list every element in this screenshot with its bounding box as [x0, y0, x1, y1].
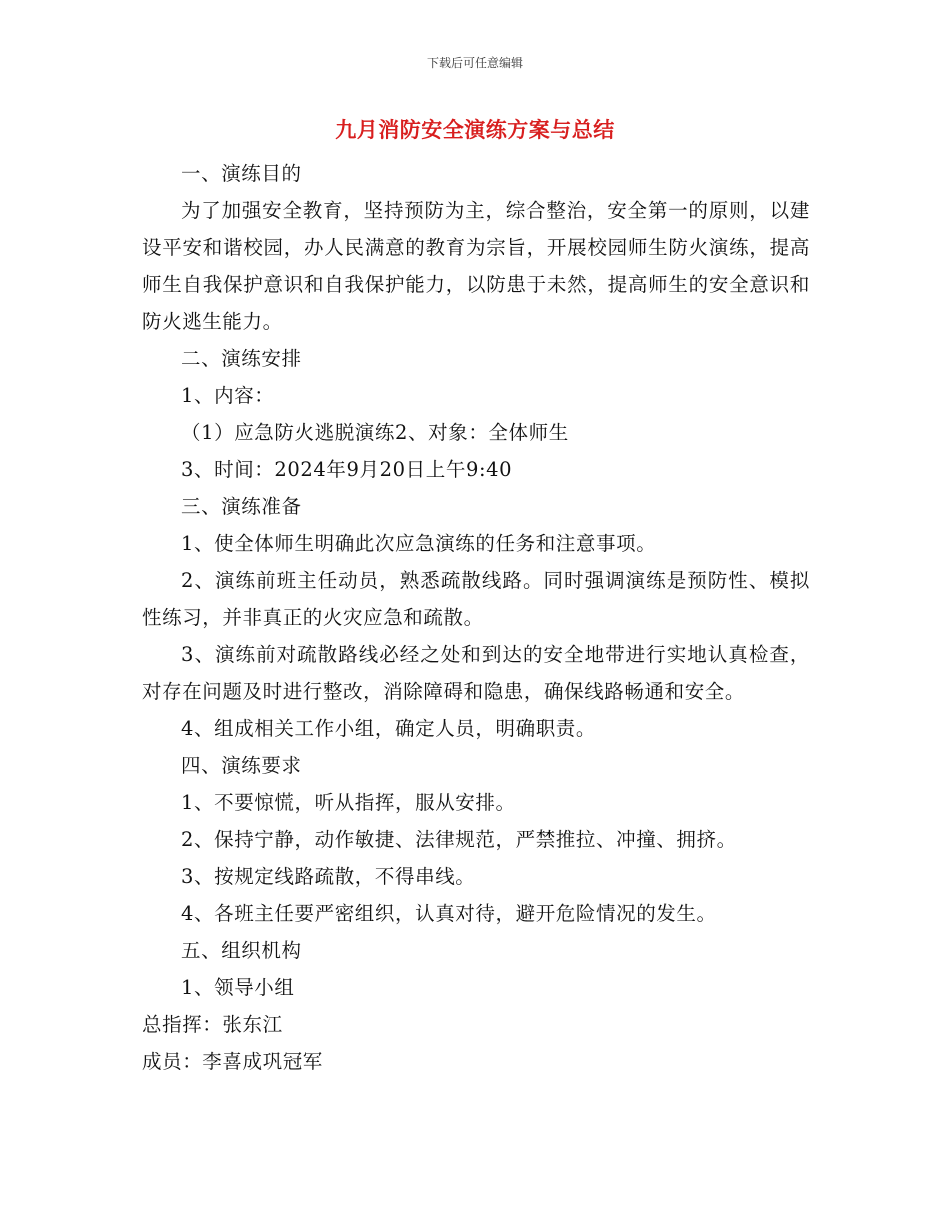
paragraph-target: （1）应急防火逃脱演练2、对象：全体师生 — [181, 421, 569, 444]
paragraph-leadership: 1、领导小组 — [181, 976, 295, 999]
section-heading-arrangement: 二、演练安排 — [181, 347, 302, 370]
paragraph-content: 1、内容： — [181, 384, 275, 407]
paragraph-req-1: 1、不要惊慌，听从指挥，服从安排。 — [181, 791, 516, 814]
paragraph-time: 3、时间：2024年9月20日上午9:40 — [181, 458, 513, 481]
paragraph-req-2: 2、保持宁静，动作敏捷、法律规范，严禁推拉、冲撞、拥挤。 — [181, 828, 737, 851]
section-heading-preparation: 三、演练准备 — [181, 495, 302, 518]
section-heading-requirements: 四、演练要求 — [181, 754, 302, 777]
document-body — [142, 155, 810, 1080]
paragraph-prep-1: 1、使全体师生明确此次应急演练的任务和注意事项。 — [181, 532, 657, 555]
paragraph-req-3: 3、按规定线路疏散，不得串线。 — [181, 865, 476, 888]
document-title: 九月消防安全演练方案与总结 — [335, 118, 615, 142]
paragraph-prep-3: 3、演练前对疏散路线必经之处和到达的安全地带进行实地认真检查，对存在问题及时进行整改，消除障碍和隐患，确保线路畅通和安全。 — [142, 643, 810, 703]
paragraph-purpose: 为了加强安全教育，坚持预防为主，综合整治，安全第一的原则，以建设平安和谐校园，办人民满意的教育为宗旨，开展校园师生防火演练，提高师生自我保护意识和自我保护能力，以防患于未然，提高师生的安全意识和防火逃生能力。 — [142, 199, 810, 333]
paragraph-prep-2: 2、演练前班主任动员，熟悉疏散线路。同时强调演练是预防性、模拟性练习，并非真正的火灾应急和疏散。 — [142, 569, 810, 629]
paragraph-commander: 总指挥：张东江 — [142, 1013, 283, 1036]
header-note: 下载后可任意编辑 — [426, 56, 523, 70]
paragraph-prep-4: 4、组成相关工作小组，确定人员，明确职责。 — [181, 717, 597, 740]
paragraph-members: 成员：李喜成巩冠军 — [142, 1050, 323, 1073]
paragraph-req-4: 4、各班主任要严密组织，认真对待，避开危险情况的发生。 — [181, 902, 717, 925]
section-heading-organization: 五、组织机构 — [181, 939, 302, 962]
section-heading-purpose: 一、演练目的 — [181, 162, 302, 185]
